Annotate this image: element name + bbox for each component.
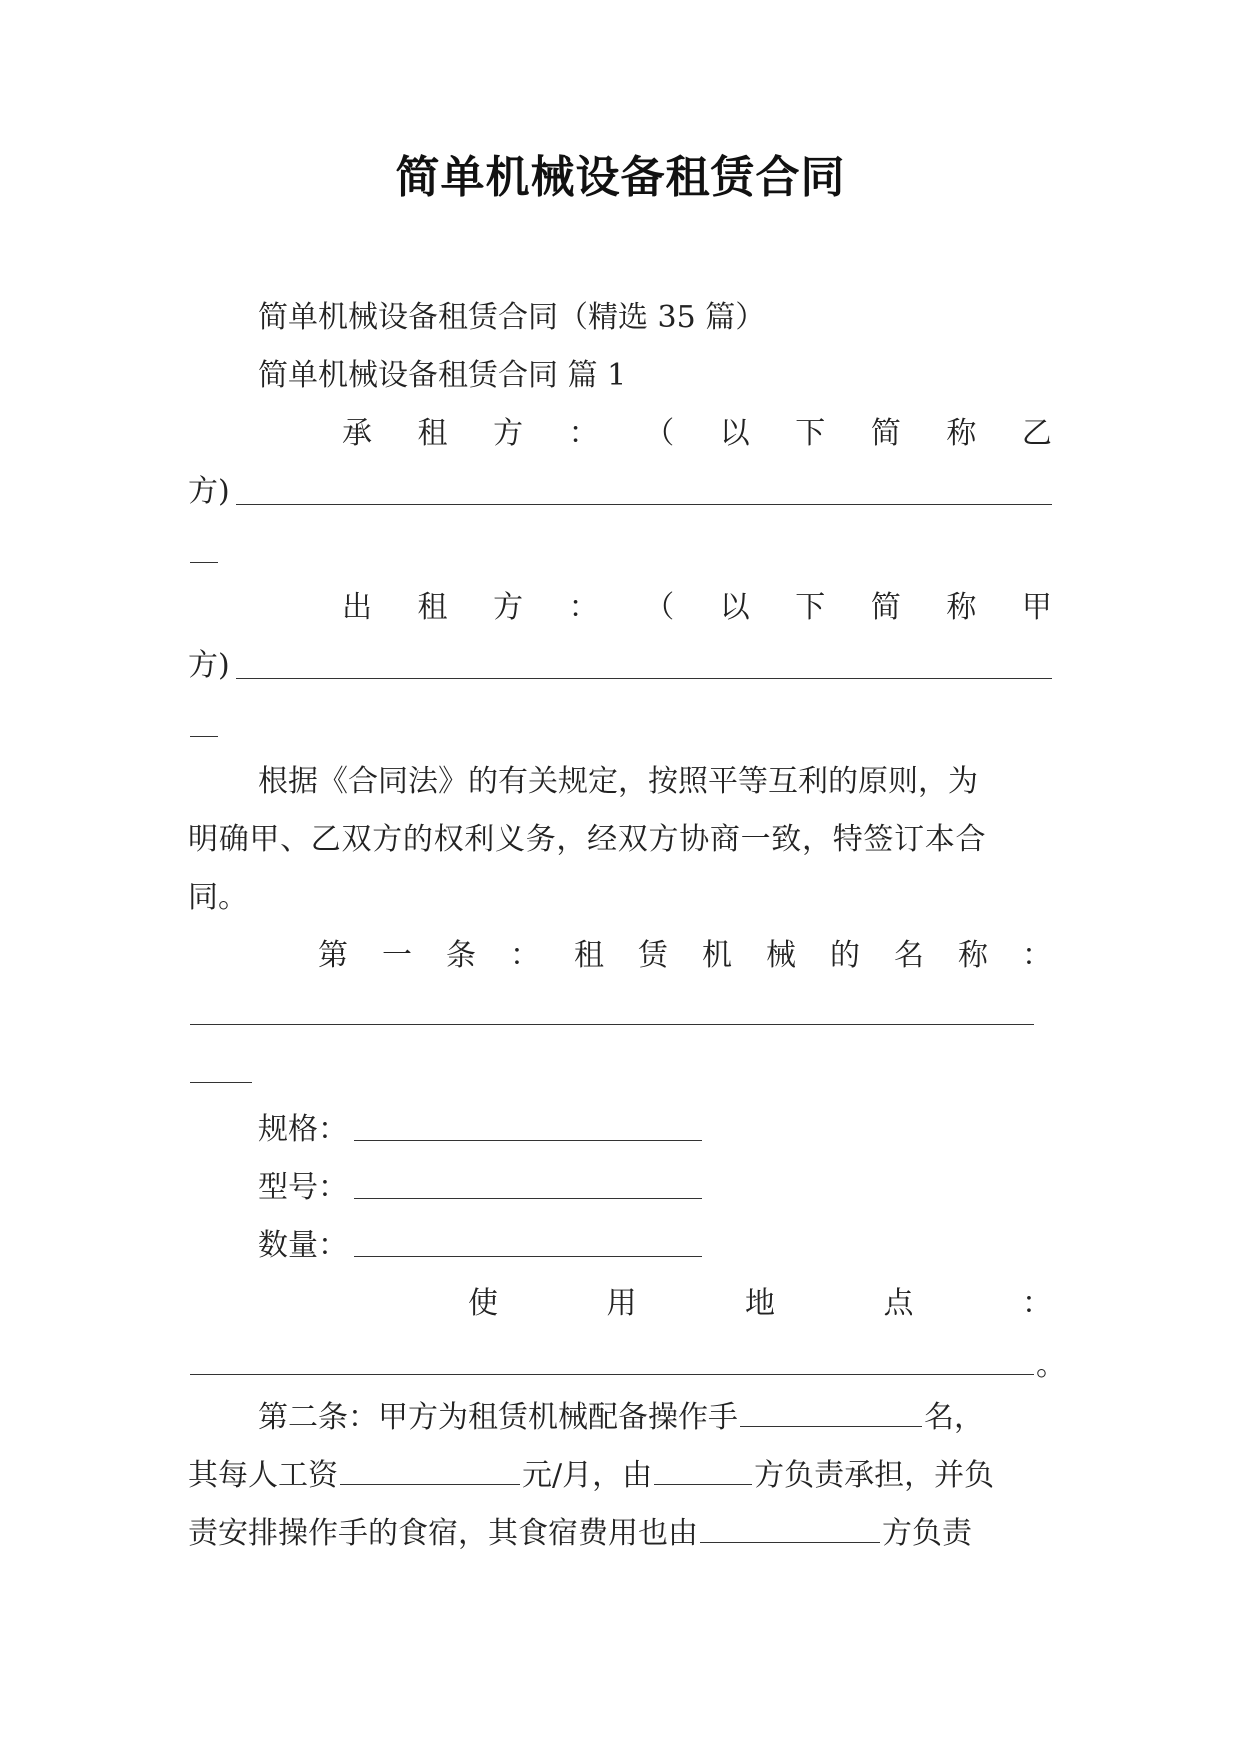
lodging-party-blank[interactable] [700,1512,880,1543]
machine-name-blank-cont[interactable] [190,1082,252,1083]
spec-blank[interactable] [354,1140,702,1141]
lessor-char: 下 [795,590,826,625]
lessor-char: 简 [870,590,901,625]
article-1-char: 赁 [638,938,668,973]
article-1-char: 租 [574,938,604,973]
article-1-char: 称 [958,938,988,973]
document-title: 简单机械设备租赁合同 [395,152,846,203]
lessor-char: 方 [493,590,524,625]
machine-name-blank[interactable] [190,1024,1034,1025]
lessor-char: 称 [946,590,977,625]
article-2-text: 责安排操作手的食宿，其食宿费用也由 [188,1516,698,1551]
lessee-char: 简 [870,416,901,451]
lessee-char: 方 [493,416,524,451]
article-2-text: 元/月，由 [522,1458,653,1493]
lessor-char: 以 [719,590,750,625]
operator-count-blank[interactable] [740,1396,922,1427]
lessee-suffix: 方) [188,474,230,509]
article-1-char: 一 [382,938,412,973]
lessor-char: ： [568,590,599,625]
location-char: 地 [745,1286,775,1321]
location-end-mark: 。 [1036,1348,1066,1383]
article-1-char: ： [1022,938,1052,973]
location-char: 点 [883,1286,914,1321]
location-blank[interactable] [190,1374,1034,1375]
article-2-line-3 [188,1512,972,1556]
article-2-text: 方负责 [882,1516,972,1551]
spec-label: 规格： [258,1112,348,1147]
article-1-char: 的 [830,938,860,973]
preamble-line-1 [258,760,1052,804]
lessee-char: 以 [719,416,750,451]
wage-party-blank[interactable] [654,1454,752,1485]
lessor-line [342,586,1052,630]
article-2-line-1 [258,1396,984,1440]
quantity-blank[interactable] [354,1256,702,1257]
article-2-text: 名， [924,1400,984,1435]
lessor-char: （ [644,590,675,625]
article-2-text: 第二条：甲方为租赁机械配备操作手 [258,1400,738,1435]
wage-blank[interactable] [340,1454,520,1485]
lessee-line [342,412,1052,456]
lessee-char: 承 [342,416,372,451]
lessee-char: 乙 [1021,416,1052,451]
article-1-char: 械 [766,938,796,973]
lessee-name-blank-cont[interactable] [190,562,218,563]
article-1-char: 条 [446,938,476,973]
lessee-name-blank[interactable] [236,504,1052,505]
location-char: 用 [606,1286,637,1321]
lessor-char: 出 [342,590,372,625]
preamble-line-2: 明确甲、乙双方的权利义务，经双方协商一致，特签订本合 [188,822,987,857]
lessor-char: 甲 [1021,590,1052,625]
article-1-char: 机 [702,938,732,973]
article-1-char: 名 [894,938,924,973]
quantity-label: 数量： [258,1228,348,1263]
lessee-char: （ [644,416,675,451]
model-label: 型号： [258,1170,348,1205]
location-char: ： [1022,1286,1052,1321]
section-heading: 简单机械设备租赁合同 篇 1 [258,358,627,393]
article-2-text: 其每人工资 [188,1458,338,1493]
lessor-name-blank-cont[interactable] [190,736,218,737]
article-2-line-2 [188,1454,994,1498]
lessor-name-blank[interactable] [236,678,1052,679]
lessee-char: 租 [417,416,448,451]
lessor-char: 租 [417,590,448,625]
location-char: 使 [468,1286,498,1321]
article-2-text: 方负责承担，并负 [754,1458,995,1493]
preamble-line-3: 同。 [188,880,248,915]
lessor-suffix: 方) [188,648,230,683]
article-1-char: ： [510,938,540,973]
location-line [468,1282,1052,1326]
model-blank[interactable] [354,1198,702,1199]
lessee-char: 下 [795,416,826,451]
lessee-char: ： [568,416,599,451]
preamble-text-1: 根据《合同法》的有关规定，按照平等互利的原则，为 [258,764,978,799]
article-1-heading [318,934,1052,978]
article-1-char: 第 [318,938,348,973]
subtitle: 简单机械设备租赁合同（精选 35 篇） [258,300,766,335]
lessee-char: 称 [946,416,977,451]
